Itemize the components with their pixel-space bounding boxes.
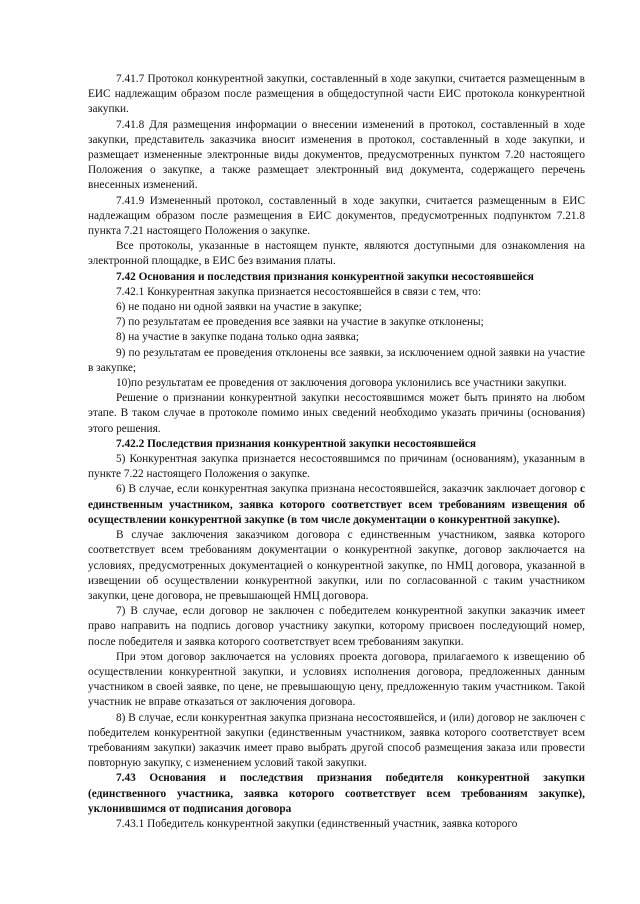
document-body [88, 72, 585, 832]
list-item-10: 10)по результатам ее проведения от заключения договора уклонились все участники закупки. [116, 377, 567, 390]
list-item-8: 8) на участие в закупке подана только одна заявка; [116, 331, 359, 344]
list-item-9: 9) по результатам ее проведения отклонены все заявки, за исключением одной заявки на участие в закупке; [88, 346, 585, 374]
list-item-7: 7) по результатам ее проведения все заявки на участие в закупке отклонены; [116, 316, 484, 329]
section-heading-7-43: 7.43 Основания и последствия признания победителя конкурентной закупки (единственного участника, заявка которого соответствует всем требованиям закупке), уклонившимся от подписания договора [88, 772, 585, 815]
paragraph-7-43-1: 7.43.1 Победитель конкурентной закупки (единственный участник, заявка которого [116, 817, 518, 830]
section-heading-7-42: 7.42 Основания и последствия признания конкурентной закупки несостоявшейся [116, 270, 534, 283]
consequence-6-bold-text: с единственным участником, заявка которого соответствует всем требованиям извещения об осуществлении конкурентной закупке (в том числе документации о конкурентной закупке). [88, 483, 585, 526]
paragraph-consequence-5: 5) Конкурентная закупка признается несостоявшимся по причинам (основаниям), указанным в пункте 7.22 настоящего Положения о закупке. [88, 453, 585, 481]
paragraph-7-41-7: 7.41.7 Протокол конкурентной закупки, составленный в ходе закупки, считается размещенным в ЕИС надлежащим образом после размещения в общедоступной части ЕИС протокола конкурентной закупки. [88, 73, 585, 116]
paragraph-consequence-8: 8) В случае, если конкурентная закупка признана несостоявшейся, и (или) договор не заключен с победителем конкурентной закупки (единственным участником, заявка которого соответствует всем требованиям закупки) заказчик имеет право выбрать другой способ размещения заказа или провести повторную закупку, с изменением условий такой закупки. [88, 711, 585, 770]
paragraph-decision: Решение о признании конкурентной закупки несостоявшимся может быть принято на любом этапе. В таком случае в протоколе помимо иных сведений необходимо указать причины (основания) этого решения. [88, 392, 585, 435]
paragraph-consequence-6 [88, 482, 585, 528]
section-heading-7-42-2: 7.42.2 Последствия признания конкурентной закупки несостоявшейся [116, 437, 476, 450]
list-item-6: 6) не подано ни одной заявки на участие в закупке; [116, 301, 362, 314]
consequence-6-text: 6) В случае, если конкурентная закупка признана несостоявшейся, заказчик заключает договор [116, 483, 580, 496]
paragraph-7-42-1: 7.42.1 Конкурентная закупка признается несостоявшейся в связи с тем, что: [116, 285, 482, 298]
paragraph-7-41-9: 7.41.9 Измененный протокол, составленный в ходе закупки, считается размещенным в ЕИС надлежащим образом после размещения в ЕИС документов, предусмотренных подпунктом 7.21.8 пункта 7.21 настоящего Положения о закупке. [88, 194, 585, 238]
paragraph-contract-conditions: При этом договор заключается на условиях проекта договора, прилагаемого к извещению об осуществлении конкурентной закупки, и условиях исполнения договора, предложенных данным участником в своей заявке, по цене, не превышающую цену, предложенную таким участником. Такой участник не вправе отказаться от заключения договора. [88, 650, 585, 709]
paragraph-single-participant: В случае заключения заказчиком договора с единственным участником, заявка которого соответствует всем требованиям документации о конкурентной закупке, договор заключается на условиях, предусмотренных документацией о конкурентной закупке, по НМЦ договора, указанной в извещении об осуществлении конкурентной закупки, или по согласованной с таким участником закупки, цене договора, не превышающей НМЦ договора. [88, 529, 585, 602]
paragraph-protocols-access: Все протоколы, указанные в настоящем пункте, являются доступными для ознакомления на электронной площадке, в ЕИС без взимания платы. [88, 240, 585, 268]
paragraph-consequence-7: 7) В случае, если договор не заключен с победителем конкурентной закупки заказчик имеет право направить на подпись договор участнику закупки, которому присвоен последующий номер, после победителя и заявка которого соответствует всем требованиям закупки. [88, 605, 585, 648]
paragraph-7-41-8: 7.41.8 Для размещения информации о внесении изменений в протокол, составленный в ходе закупки, представитель заказчика вносит изменения в протокол, составленный в ходе закупки, и размещает измененные электронные виды документов, предусмотренных пунктом 7.20 настоящего Положения о закупке, а также размещает электронный вид документа, содержащего перечень внесенных изменений. [88, 118, 585, 192]
